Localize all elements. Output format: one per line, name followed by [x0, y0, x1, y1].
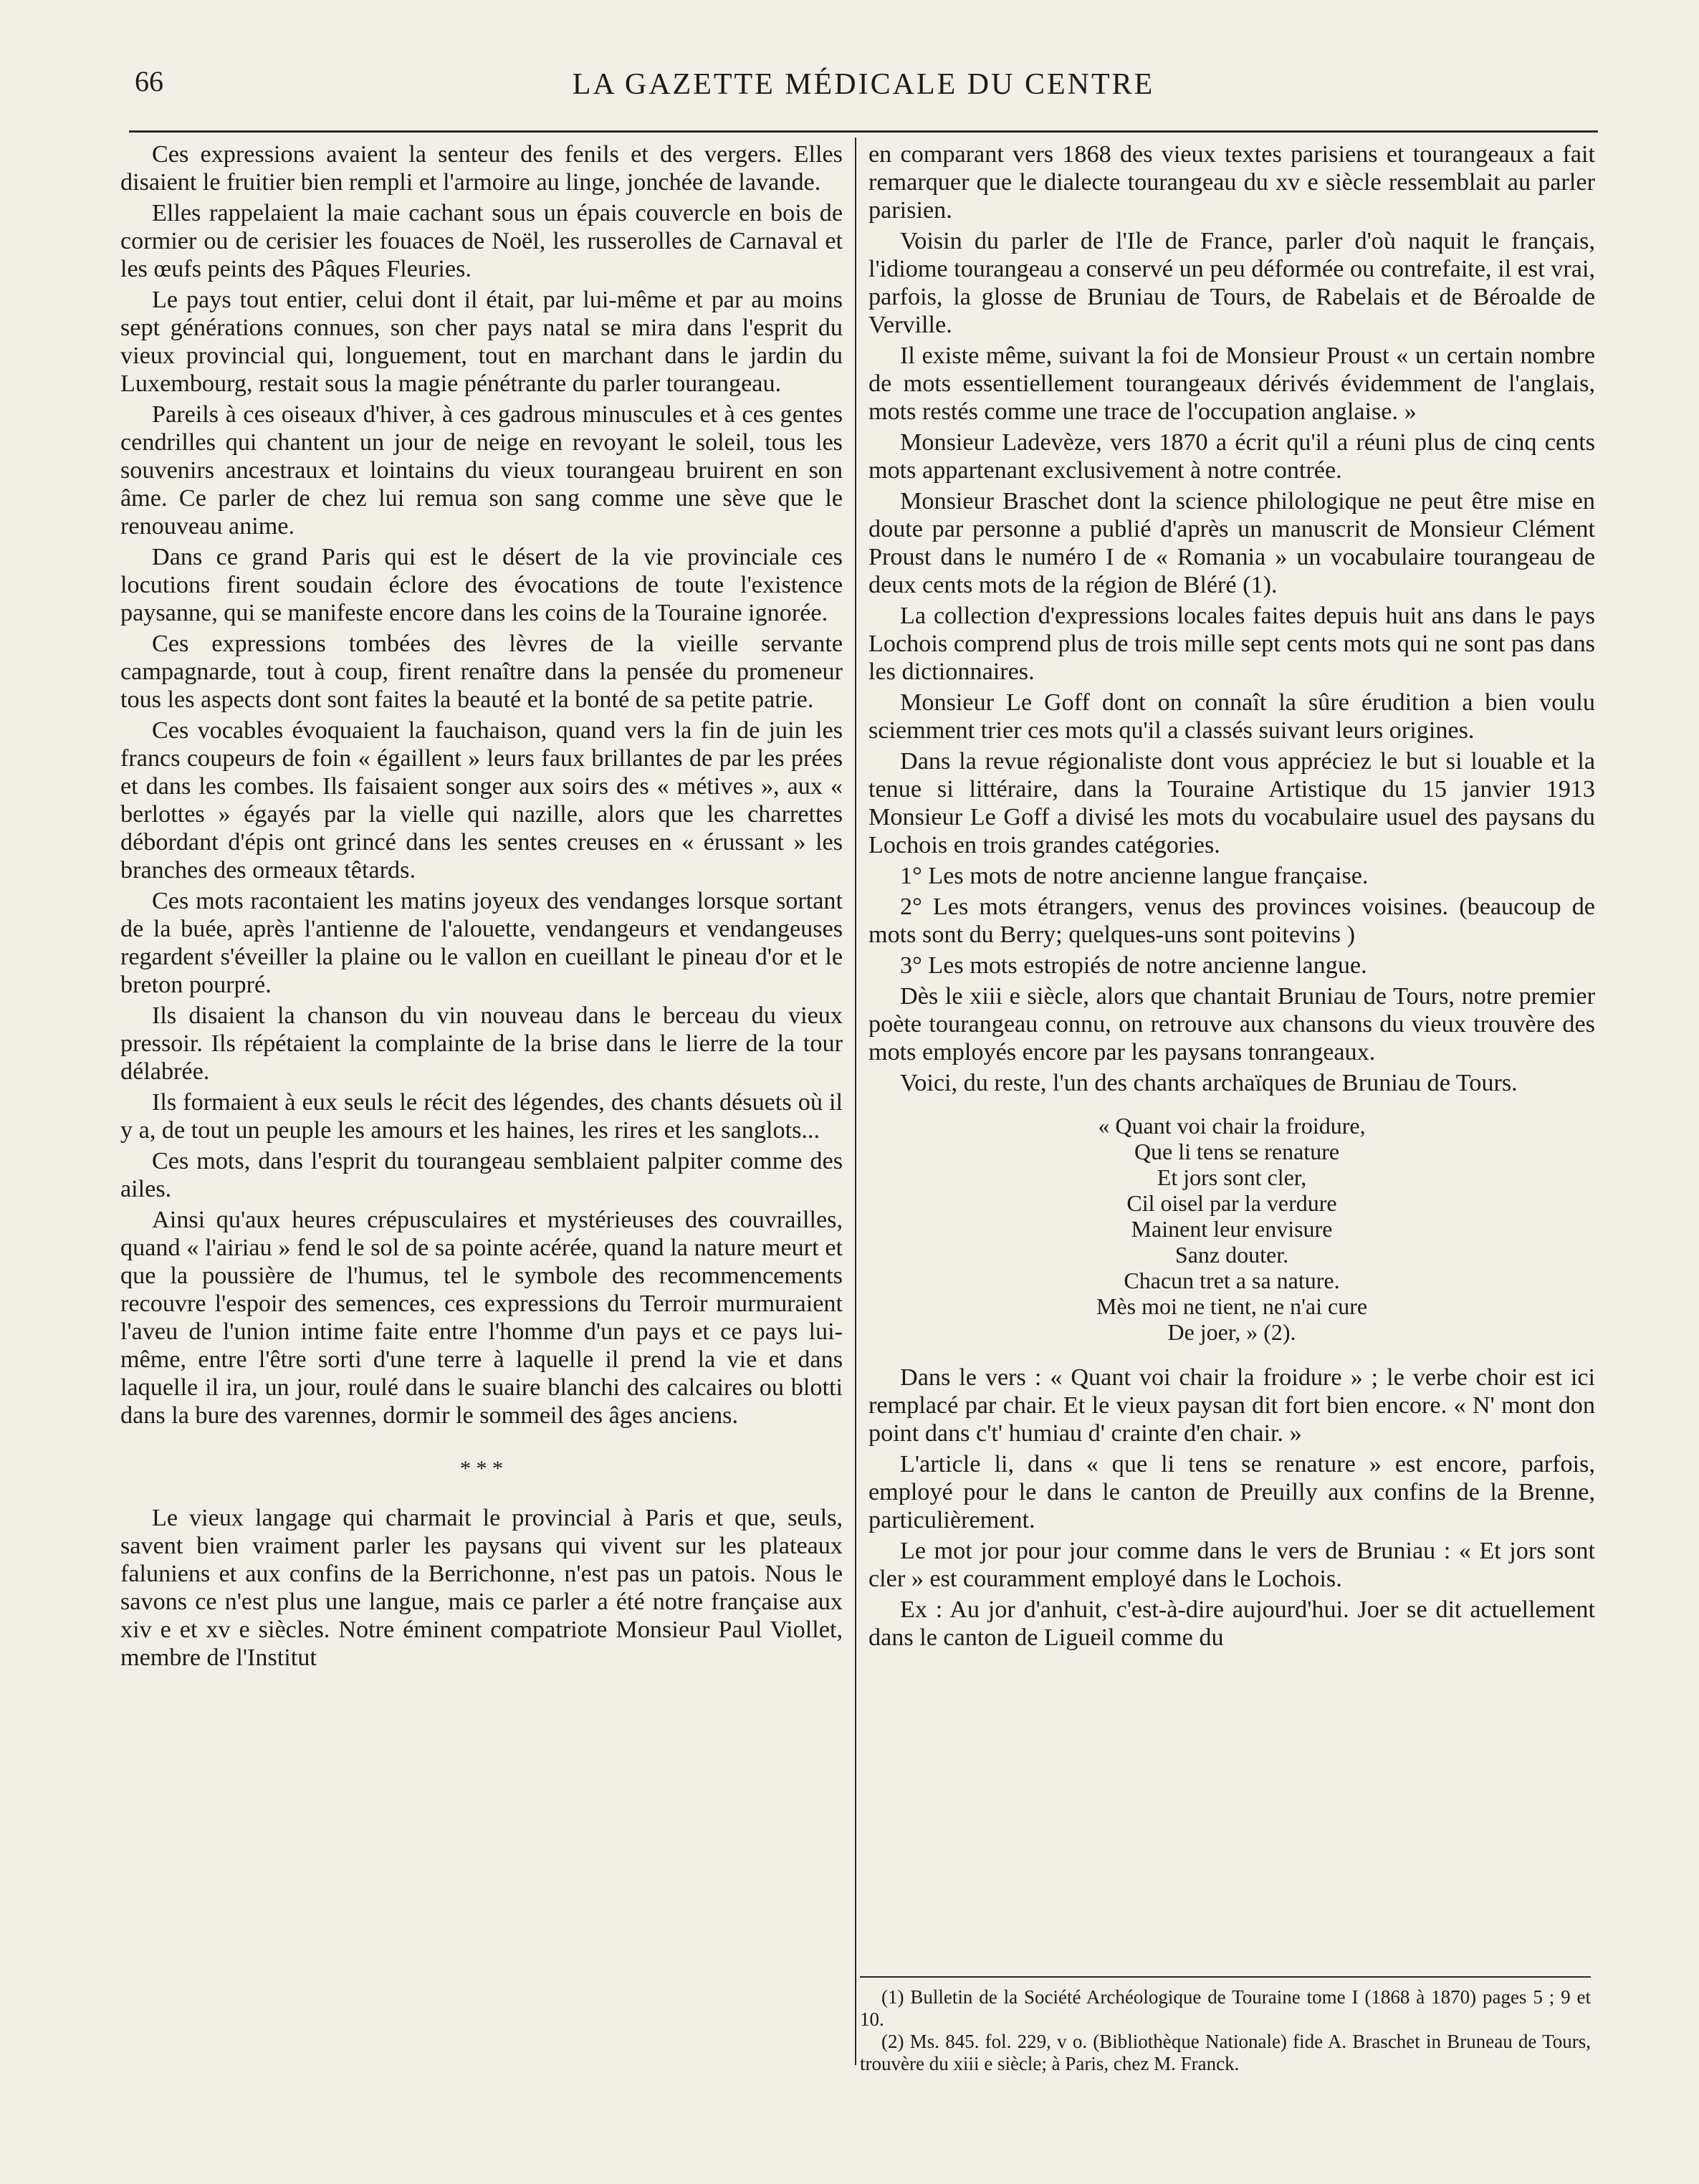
paragraph: Le mot jor pour jour comme dans le vers de Bruniau : « Et jors sont cler » est couramment employé dans le Lochois. [868, 1538, 1595, 1592]
section-asterism: * * * [460, 1457, 503, 1480]
paragraph: La collection d'expressions locales faites depuis huit ans dans le pays Lochois comprend plus de trois mille sept cents mots qui ne sont pas dans les dictionnaires. [868, 603, 1595, 685]
poem-line: Et jors sont cler, [1157, 1164, 1307, 1190]
left-column [120, 140, 843, 1672]
paragraph: Voisin du parler de l'Ile de France, parler d'où naquit le français, l'idiome tourangeau a conservé un peu déformée ou contrefaite, il est vrai, parfois, la glosse de Bruniau de Tours, de Rabelais et de Béroalde de Verville. [868, 228, 1595, 338]
paragraph: Pareils à ces oiseaux d'hiver, à ces gadrous minuscules et à ces gentes cendrilles qui chantent un jour de neige en revoyant le soleil, tous les souvenirs ancestraux et lointains du vieux tourangeau bruirent en son âme. Ce parler de chez lui remua son sang comme une sève que le renouveau anime. [120, 401, 843, 540]
right-column [868, 140, 1595, 1652]
poem-line: De joer, » (2). [1167, 1319, 1296, 1345]
list-item: 2° Les mots étrangers, venus des provinces voisines. (beaucoup de mots sont du Berry; quelques-uns sont poitevins ) [868, 894, 1595, 948]
footnotes [860, 1986, 1591, 2075]
footnote-rule [860, 1976, 1591, 1978]
paragraph: Elles rappelaient la maie cachant sous un épais couvercle en bois de cormier ou de cerisier les fouaces de Noël, les russerolles de Carnaval et les œufs peints des Pâques Fleuries. [120, 200, 843, 282]
paragraph: Ces vocables évoquaient la fauchaison, quand vers la fin de juin les francs coupeurs de foin « égaillent » leurs faux brillantes de par les prées et dans les combes. Ils faisaient songer aux soirs des « métives », aux « berlottes » égayés par la vielle qui nazille, alors que les charrettes débordant d'épis ont grincé dans les sentes creuses en « érussant » les branches des ormeaux têtards. [120, 717, 843, 883]
list-item: 1° Les mots de notre ancienne langue française. [900, 863, 1369, 889]
poem-line: Sanz douter. [1174, 1242, 1289, 1268]
paragraph: Ces mots racontaient les matins joyeux des vendanges lorsque sortant de la buée, après l'antienne de l'alouette, vendangeurs et vendangeuses regardent s'éveiller la plaine ou le vallon en cueillant le pineau d'or et le breton pourpré. [120, 888, 843, 998]
paragraph: Voici, du reste, l'un des chants archaïques de Bruniau de Tours. [900, 1070, 1518, 1096]
paragraph: L'article li, dans « que li tens se renature » est encore, parfois, employé pour le dans le canton de Preuilly aux confins de la Brenne, particulièrement. [868, 1451, 1595, 1533]
paragraph: en comparant vers 1868 des vieux textes parisiens et tourangeaux a fait remarquer que le dialecte tourangeau du xv e siècle ressemblait au parler parisien. [868, 141, 1595, 224]
page-number: 66 [135, 65, 163, 97]
poem-line: Chacun tret a sa nature. [1124, 1268, 1340, 1293]
paragraph: Ils disaient la chanson du vin nouveau dans le berceau du vieux pressoir. Ils répétaient la complainte de la brise dans le lierre de la tour délabrée. [120, 1002, 843, 1085]
paragraph: Dans ce grand Paris qui est le désert de la vie provinciale ces locutions firent soudain éclore des évocations de toute l'existence paysanne, qui se manifeste encore dans les coins de la Touraine ignorée. [120, 544, 843, 626]
paragraph: Dès le xiii e siècle, alors que chantait Bruniau de Tours, notre premier poète tourangeau connu, on retrouve aux chansons du vieux trouvère des mots employés encore par les paysans tonrangeaux. [868, 983, 1595, 1065]
poem-line: Mainent leur envisure [1131, 1216, 1333, 1242]
paragraph: Ex : Au jor d'anhuit, c'est-à-dire aujourd'hui. Joer se dit actuellement dans le canton de Ligueil comme du [868, 1596, 1595, 1651]
paragraph: Monsieur Braschet dont la science philologique ne peut être mise en doute par personne a publié d'après un manuscrit de Monsieur Clément Proust dans le numéro I de « Romania » un vocabulaire tourangeau de deux cents mots de la région de Bléré (1). [868, 488, 1595, 598]
paragraph: Ces mots, dans l'esprit du tourangeau semblaient palpiter comme des ailes. [120, 1148, 843, 1202]
poem-line: Mès moi ne tient, ne n'ai cure [1096, 1293, 1368, 1319]
header-rule [129, 130, 1598, 133]
column-divider [855, 138, 856, 2065]
paragraph: Dans le vers : « Quant voi chair la froidure » ; le verbe choir est ici remplacé par chair. Et le vieux paysan dit fort bien encore. « N' mont don point dans c't' humiau d' crainte d'en chair. » [868, 1364, 1595, 1447]
page-header [129, 59, 1598, 116]
footnote: (2) Ms. 845. fol. 229, v o. (Bibliothèque Nationale) fide A. Braschet in Bruneau de Tours, trouvère du xiii e siècle; à Paris, chez M. Franck. [860, 2031, 1591, 2074]
paragraph: Le vieux langage qui charmait le provincial à Paris et que, seuls, savent bien vraiment parler les paysans qui vivent sur les plateaux faluniens et aux confins de la Berrichonne, n'est pas un patois. Nous le savons ce n'est plus une langue, mais ce parler a été notre française aux xiv e et xv e siècles. Notre éminent compatriote Monsieur Paul Viollet, membre de l'Institut [120, 1505, 843, 1671]
poem-line: Que li tens se renature [1134, 1139, 1340, 1164]
poem-line: Cil oisel par la verdure [1126, 1190, 1337, 1216]
paragraph: Ces expressions tombées des lèvres de la vieille servante campagnarde, tout à coup, firent renaître dans la pensée du promeneur tous les aspects dont sont faites la beauté et la bonté de sa petite patrie. [120, 631, 843, 713]
poem [868, 1113, 1595, 1345]
list-item: 3° Les mots estropiés de notre ancienne langue. [900, 952, 1367, 979]
footnote: (1) Bulletin de la Société Archéologique de Touraine tome I (1868 à 1870) pages 5 ; 9 et 10. [860, 1986, 1591, 2030]
paragraph: Il existe même, suivant la foi de Monsieur Proust « un certain nombre de mots essentiellement tourangeaux dérivés évidemment de l'anglais, mots restés comme une trace de l'occupation anglaise. » [868, 343, 1595, 425]
running-title: LA GAZETTE MÉDICALE DU CENTRE [572, 68, 1155, 101]
paragraph: Dans la revue régionaliste dont vous appréciez le but si louable et la tenue si littéraire, dans la Touraine Artistique du 15 janvier 1913 Monsieur Le Goff a divisé les mots du vocabulaire usuel des paysans du Lochois en trois grandes catégories. [868, 748, 1595, 858]
paragraph: Ces expressions avaient la senteur des fenils et des vergers. Elles disaient le fruitier bien rempli et l'armoire au linge, jonchée de lavande. [120, 141, 843, 196]
poem-line: « Quant voi chair la froidure, [1098, 1113, 1366, 1139]
paragraph: Ils formaient à eux seuls le récit des légendes, des chants désuets où il y a, de tout un peuple les amours et les haines, les rires et les sanglots... [120, 1089, 843, 1144]
paragraph: Le pays tout entier, celui dont il était, par lui-même et par au moins sept générations connues, son cher pays natal se mira dans l'esprit du vieux provincial qui, longuement, tout en marchant dans le jardin du Luxembourg, restait sous la magie pénétrante du parler tourangeau. [120, 287, 843, 397]
paragraph: Monsieur Ladevèze, vers 1870 a écrit qu'il a réuni plus de cinq cents mots appartenant exclusivement à notre contrée. [868, 429, 1595, 484]
paragraph: Monsieur Le Goff dont on connaît la sûre érudition a bien voulu sciemment trier ces mots qu'il a classés suivant leurs origines. [868, 689, 1595, 744]
paragraph: Ainsi qu'aux heures crépusculaires et mystérieuses des couvrailles, quand « l'airiau » fend le sol de sa pointe acérée, quand la nature meurt et que la poussière de l'humus, tel le symbole des recommencements recouvre l'espoir des semences, ces expressions du Terroir murmuraient l'aveu de l'union intime faite entre l'homme d'un pays et ce pays lui-même, entre l'être sorti d'une terre à laquelle il prend la vie et dans laquelle il ira, un jour, roulé dans le suaire blanchi des calcaires ou blotti dans la bure des varennes, dormir le sommeil des âges anciens. [120, 1207, 843, 1429]
